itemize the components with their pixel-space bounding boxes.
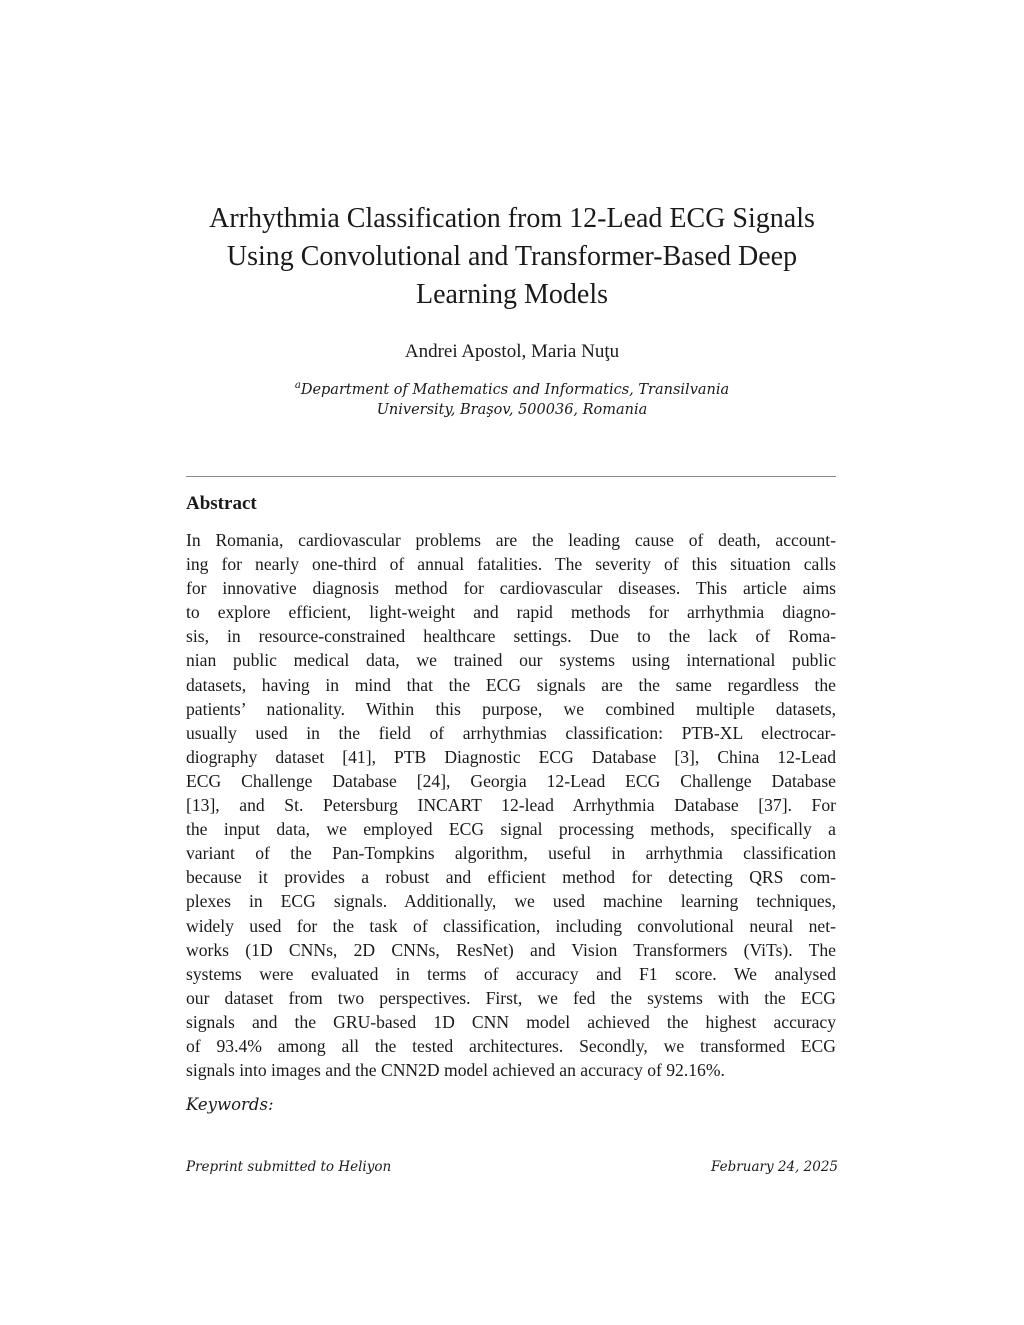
- abstract-line: the input data, we employed ECG signal processing methods, specifically a: [186, 819, 836, 840]
- abstract-line: because it provides a robust and efficient method for detecting QRS com-: [186, 867, 836, 888]
- affiliation-text: Department of Mathematics and Informatics, Transilvania: [300, 381, 730, 398]
- author-list: Andrei Apostol, Maria Nuţu: [404, 341, 620, 362]
- abstract-line: signals into images and the CNN2D model achieved an accuracy of 92.16%.: [186, 1060, 725, 1081]
- abstract-line: systems were evaluated in terms of accuracy and F1 score. We analysed: [186, 963, 836, 984]
- abstract-body: [186, 528, 836, 1082]
- abstract-line: works (1D CNNs, 2D CNNs, ResNet) and Vision Transformers (ViTs). The: [186, 939, 836, 960]
- abstract-line: of 93.4% among all the tested architectures. Secondly, we transformed ECG: [186, 1035, 836, 1056]
- header-divider: [186, 476, 836, 477]
- affiliation: [160, 376, 864, 420]
- abstract-line: widely used for the task of classification, including convolutional neural net-: [186, 915, 836, 936]
- abstract-line: usually used in the field of arrhythmias classification: PTB-XL electrocar-: [186, 722, 836, 743]
- abstract-line: nian public medical data, we trained our systems using international public: [186, 650, 836, 671]
- abstract-line: datasets, having in mind that the ECG signals are the same regardless the: [186, 674, 836, 695]
- title-line: Arrhythmia Classification from 12-Lead ECG Signals: [209, 203, 815, 234]
- abstract-line: In Romania, cardiovascular problems are the leading cause of death, account-: [186, 530, 836, 550]
- keywords-label: Keywords:: [186, 1095, 274, 1114]
- abstract-line: [13], and St. Petersburg INCART 12-lead Arrhythmia Database [37]. For: [186, 795, 836, 816]
- affiliation-marker: a: [294, 380, 301, 391]
- abstract-line: signals and the GRU-based 1D CNN model achieved the highest accuracy: [186, 1011, 836, 1032]
- abstract-line: variant of the Pan-Tompkins algorithm, useful in arrhythmia classification: [186, 843, 836, 864]
- abstract-line: our dataset from two perspectives. First, we fed the systems with the ECG: [186, 987, 836, 1008]
- affiliation-line: University, Braşov, 500036, Romania: [376, 401, 648, 418]
- title-line: Learning Models: [415, 279, 609, 310]
- abstract-line: diography dataset [41], PTB Diagnostic ECG Database [3], China 12-Lead: [186, 746, 836, 767]
- footer-preprint-note: Preprint submitted to Heliyon: [186, 1159, 392, 1175]
- abstract-line: sis, in resource-constrained healthcare settings. Due to the lack of Roma-: [186, 626, 836, 647]
- abstract-line: ing for nearly one-third of annual fatalities. The severity of this situation calls: [186, 554, 836, 575]
- paper-title: [160, 200, 864, 314]
- abstract-line: to explore efficient, light-weight and rapid methods for arrhythmia diagno-: [186, 602, 836, 623]
- abstract-line: ECG Challenge Database [24], Georgia 12-Lead ECG Challenge Database: [186, 770, 836, 791]
- footer-date: February 24, 2025: [711, 1159, 838, 1175]
- abstract-line: plexes in ECG signals. Additionally, we used machine learning techniques,: [186, 891, 836, 912]
- affiliation-line: [160, 376, 864, 400]
- abstract-heading: Abstract: [186, 493, 257, 514]
- abstract-line: for innovative diagnosis method for cardiovascular diseases. This article aims: [186, 578, 836, 599]
- title-line: Using Convolutional and Transformer-Based Deep: [226, 241, 798, 272]
- abstract-line: patients’ nationality. Within this purpose, we combined multiple datasets,: [186, 698, 836, 719]
